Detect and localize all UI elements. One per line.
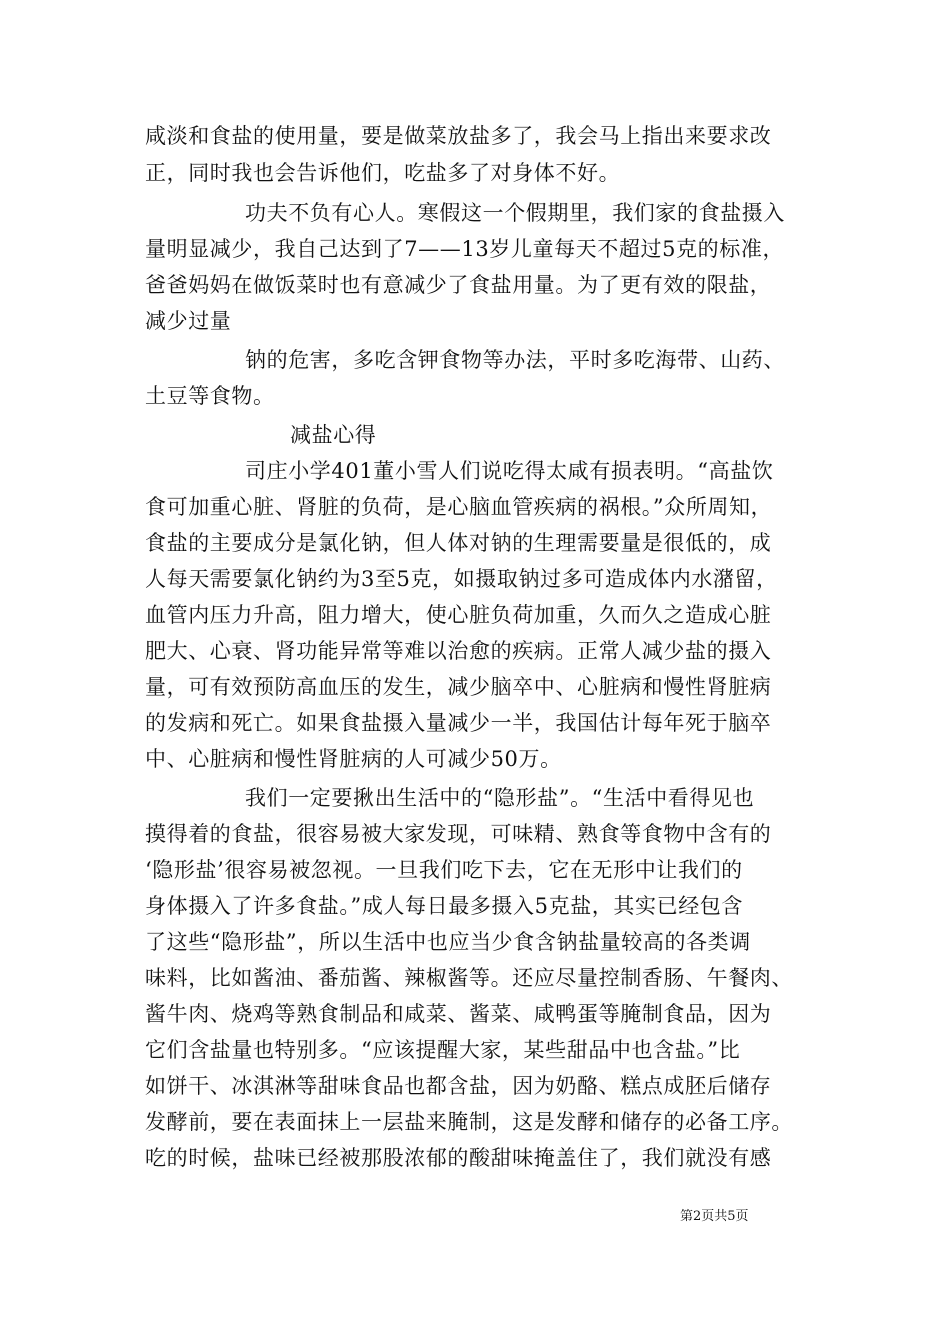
text-line: 司庄小学401董小雪人们说吃得太咸有损表明。“高盐饮 xyxy=(245,459,774,483)
text-line: 它们含盐量也特别多。“应该提醒大家，某些甜品中也含盐。”比 xyxy=(145,1038,741,1062)
text-line: 吃的时候，盐味已经被那股浓郁的酸甜味掩盖住了，我们就没有感 xyxy=(145,1146,772,1170)
text-line: 中、心脏病和慢性肾脏病的人可减少50万。 xyxy=(145,747,562,771)
text-line: 功夫不负有心人。寒假这一个假期里，我们家的食盐摄入 xyxy=(245,201,785,225)
text-line: 血管内压力升高，阻力增大，使心脏负荷加重，久而久之造成心脏 xyxy=(145,603,772,627)
text-line: 酱牛肉、烧鸡等熟食制品和咸菜、酱菜、咸鸭蛋等腌制食品，因为 xyxy=(145,1002,772,1026)
text-line: 量，可有效预防高血压的发生，减少脑卒中、心脏病和慢性肾脏病 xyxy=(145,675,772,699)
text-line: 减少过量 xyxy=(145,309,232,333)
text-line: 发酵前，要在表面抹上一层盐来腌制，这是发酵和储存的必备工序。 xyxy=(145,1110,793,1134)
text-line: 咸淡和食盐的使用量，要是做菜放盐多了，我会马上指出来要求改 xyxy=(145,124,772,148)
page-number: 第2页共5页 xyxy=(680,1209,749,1224)
text-line: 我们一定要揪出生活中的“隐形盐”。“生活中看得见也 xyxy=(245,786,755,810)
text-line: 如饼干、冰淇淋等甜味食品也都含盐，因为奶酪、糕点成胚后储存 xyxy=(145,1074,772,1098)
text-line: 钠的危害，多吃含钾食物等办法，平时多吃海带、山药、 xyxy=(245,348,785,372)
text-line: 食可加重心脏、肾脏的负荷，是心脑血管疾病的祸根。”众所周知， xyxy=(145,495,773,519)
text-line: 正，同时我也会告诉他们，吃盐多了对身体不好。 xyxy=(145,161,621,185)
text-line: 土豆等食物。 xyxy=(145,384,275,408)
text-line: 人每天需要氯化钠约为3至5克，如摄取钠过多可造成体内水潴留， xyxy=(145,567,778,591)
text-line: 肥大、心衰、肾功能异常等难以治愈的疾病。正常人减少盐的摄入 xyxy=(145,639,772,663)
text-line: 食盐的主要成分是氯化钠，但人体对钠的生理需要量是很低的，成 xyxy=(145,531,772,555)
text-line: 味料，比如酱油、番茄酱、辣椒酱等。还应尽量控制香肠、午餐肉、 xyxy=(145,966,793,990)
text-line: 量明显减少，我自己达到了7——13岁儿童每天不超过5克的标准， xyxy=(145,237,785,261)
text-line: 爸爸妈妈在做饭菜时也有意减少了食盐用量。为了更有效的限盐， xyxy=(145,273,772,297)
text-line: 身体摄入了许多食盐。”成人每日最多摄入5克盐，其实已经包含 xyxy=(145,894,743,918)
text-line: ‘隐形盐’很容易被忽视。一旦我们吃下去，它在无形中让我们的 xyxy=(145,858,743,882)
text-line: 的发病和死亡。如果食盐摄入量减少一半，我国估计每年死于脑卒 xyxy=(145,711,772,735)
text-line: 了这些“隐形盐”，所以生活中也应当少食含钠盐量较高的各类调 xyxy=(145,930,751,954)
text-line: 摸得着的食盐，很容易被大家发现，可味精、熟食等食物中含有的 xyxy=(145,822,772,846)
section-title: 减盐心得 xyxy=(290,423,377,447)
